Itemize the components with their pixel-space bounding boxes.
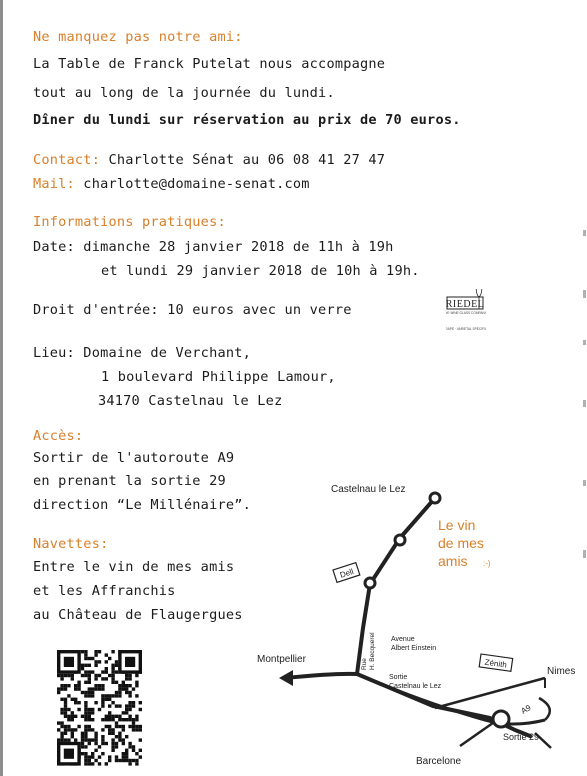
- left-border: [0, 0, 3, 776]
- logo-line-1: Le vin: [438, 517, 476, 533]
- road-montpellier: [285, 674, 357, 678]
- route-main: [357, 498, 530, 736]
- riedel-brand: RIEDEL: [446, 299, 485, 310]
- mail-label: Mail:: [33, 176, 75, 192]
- lieu-line-1: Lieu: Domaine de Verchant,: [33, 345, 251, 361]
- montpellier-arrow: [279, 670, 293, 686]
- contact-label: Contact:: [33, 152, 101, 168]
- svg-text:H. Becquerel: H. Becquerel: [369, 632, 376, 670]
- label-castelnau: Castelnau le Lez: [331, 484, 406, 495]
- date-line-2: et lundi 29 janvier 2018 de 10h à 19h.: [101, 263, 420, 279]
- qr-code[interactable]: [55, 648, 143, 766]
- logo-line-3: amis: [438, 553, 468, 569]
- acces-title: Accès:: [33, 428, 84, 444]
- road-a9-upper: [435, 678, 545, 708]
- node-mid: [395, 535, 405, 545]
- logo-line-2: de mes: [438, 535, 484, 551]
- label-sortie-1: Sortie: [389, 674, 408, 681]
- riedel-logo: [446, 289, 486, 349]
- label-montpellier: Montpellier: [257, 654, 306, 665]
- label-einstein-2: Albert Einstein: [391, 645, 437, 652]
- svg-text:Rue: Rue: [361, 658, 368, 670]
- label-dell: Dell: [338, 567, 355, 580]
- dell-sign: [333, 563, 360, 583]
- ne-manquez-line-2: tout au long de la journée du lundi.: [33, 85, 335, 101]
- riedel-tagline: THE WINE GLASS COMPANY: [446, 311, 486, 315]
- lieu-line-3: 34170 Castelnau le Lez: [98, 393, 283, 409]
- label-sortie-2: Castelnau le Lez: [389, 683, 442, 690]
- entry-line: Droit d'entrée: 10 euros avec un verre: [33, 302, 352, 318]
- diner-reservation-line: Dîner du lundi sur réservation au prix de 70 euros.: [33, 112, 461, 128]
- navettes-title: Navettes:: [33, 536, 109, 552]
- label-sortie29: Sortie 29: [503, 732, 540, 742]
- navettes-line-1: Entre le vin de mes amis: [33, 559, 235, 575]
- acces-line-1: Sortir de l'autoroute A9: [33, 450, 235, 466]
- acces-line-3: direction “Le Millénaire”.: [33, 497, 251, 513]
- zenith-sign: [479, 654, 512, 671]
- infos-title: Informations pratiques:: [33, 214, 226, 230]
- label-nimes: Nimes: [547, 666, 576, 677]
- date-line-1: Date: dimanche 28 janvier 2018 de 11h à 19h: [33, 239, 394, 255]
- mail-line: [33, 175, 310, 193]
- label-einstein-1: Avenue: [391, 636, 415, 643]
- lieu-line-2: 1 boulevard Philippe Lamour,: [101, 369, 336, 385]
- label-barcelone: Barcelone: [416, 756, 462, 767]
- navettes-line-2: et les Affranchis: [33, 583, 176, 599]
- le-vin-logo: [438, 517, 491, 569]
- node-castelnau: [430, 493, 440, 503]
- label-zenith: Zénith: [484, 657, 508, 670]
- node-sortie29: [493, 711, 509, 727]
- node-dell: [365, 578, 375, 588]
- acces-line-2: en prenant la sortie 29: [33, 473, 226, 489]
- navettes-line-3: au Château de Flaugergues: [33, 607, 243, 623]
- ne-manquez-title: Ne manquez pas notre ami:: [33, 29, 243, 45]
- logo-smile: :-): [483, 559, 491, 568]
- mail-value: charlotte@domaine-senat.com: [74, 176, 310, 192]
- right-edge-marks: [581, 220, 587, 640]
- ne-manquez-line-1: La Table de Franck Putelat nous accompagne: [33, 56, 386, 72]
- contact-line: [33, 151, 385, 169]
- label-a9: A9: [519, 703, 533, 716]
- access-map: [245, 478, 585, 772]
- contact-value: Charlotte Sénat au 06 08 41 27 47: [100, 152, 386, 168]
- riedel-sub: GRAPE · VARIETAL SPECIFIC: [446, 327, 486, 331]
